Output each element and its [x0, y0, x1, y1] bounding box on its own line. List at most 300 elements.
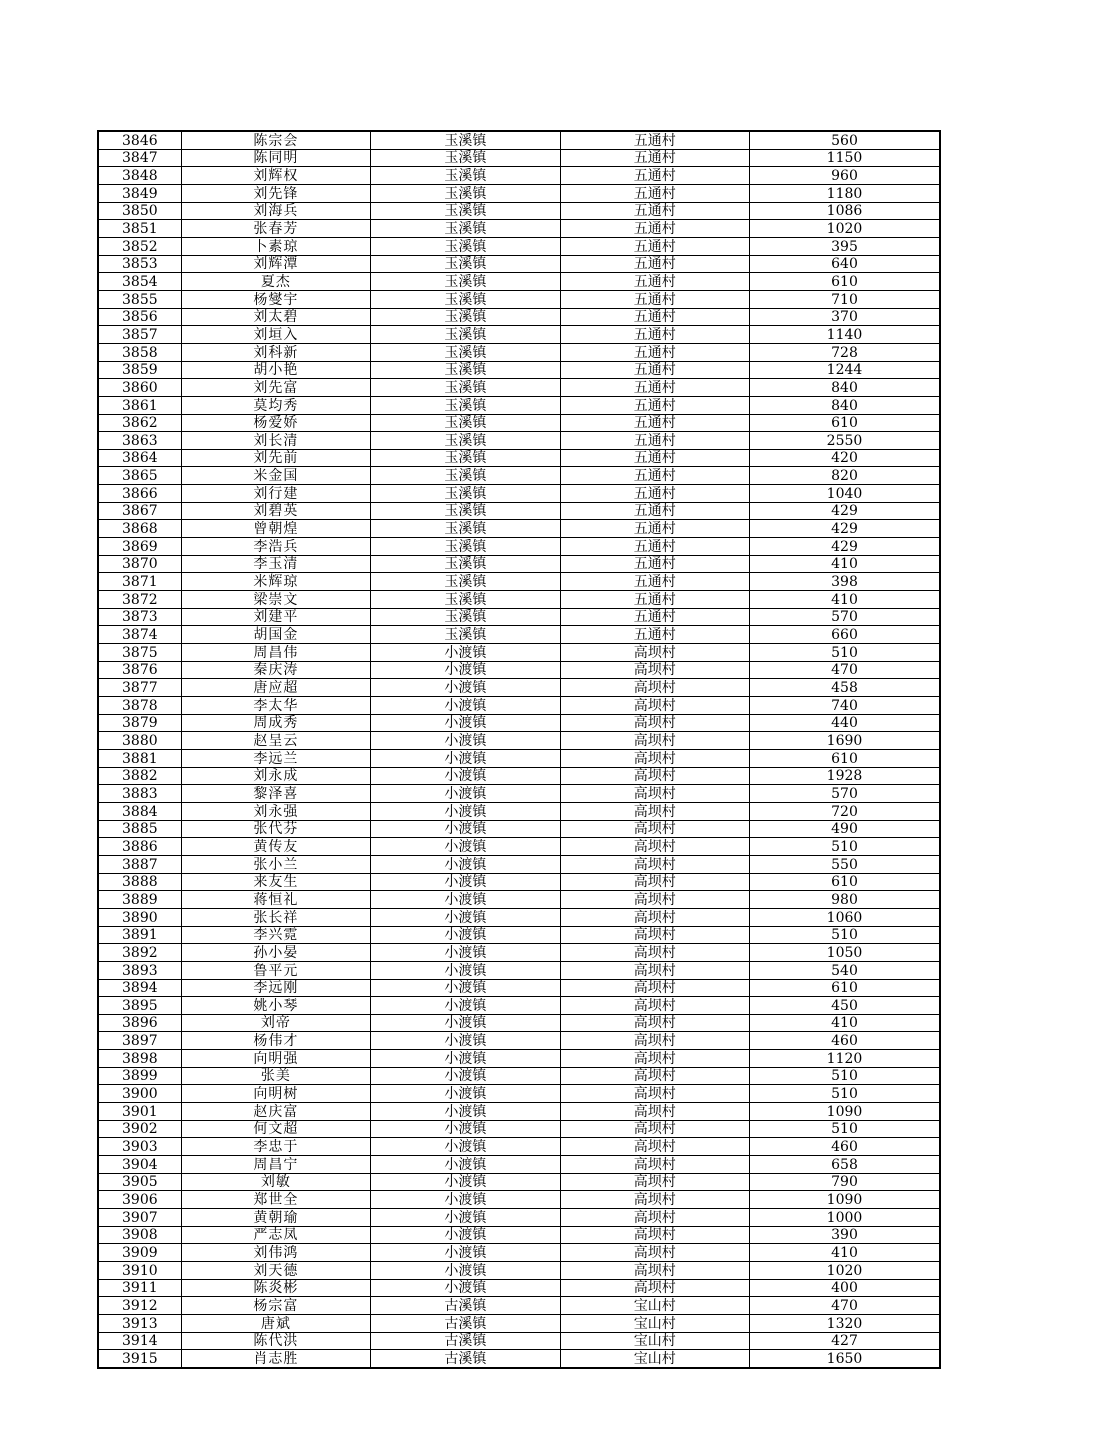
person-name-cell: 杨伟才 [181, 1032, 370, 1050]
table-row [98, 820, 940, 838]
village-cell: 五通村 [560, 255, 749, 273]
table-row [98, 1120, 940, 1138]
table-row [98, 608, 940, 626]
record-number-cell: 3863 [98, 432, 181, 450]
table-row [98, 1226, 940, 1244]
table-row [98, 467, 940, 485]
table-row [98, 838, 940, 856]
person-name-cell: 刘行建 [181, 485, 370, 503]
town-cell: 小渡镇 [371, 661, 560, 679]
village-cell: 五通村 [560, 149, 749, 167]
village-cell: 宝山村 [560, 1332, 749, 1350]
town-cell: 玉溪镇 [371, 538, 560, 556]
table-row [98, 661, 940, 679]
person-name-cell: 曾朝煌 [181, 520, 370, 538]
person-name-cell: 刘先前 [181, 449, 370, 467]
table-row [98, 1138, 940, 1156]
town-cell: 玉溪镇 [371, 485, 560, 503]
record-number-cell: 3862 [98, 414, 181, 432]
records-table [97, 130, 941, 1369]
record-number-cell: 3906 [98, 1191, 181, 1209]
person-name-cell: 莫均秀 [181, 396, 370, 414]
table-row [98, 1085, 940, 1103]
table-row [98, 591, 940, 609]
record-number-cell: 3876 [98, 661, 181, 679]
town-cell: 小渡镇 [371, 855, 560, 873]
village-cell: 高坝村 [560, 997, 749, 1015]
village-cell: 高坝村 [560, 732, 749, 750]
amount-cell: 610 [750, 979, 941, 997]
table-row [98, 1262, 940, 1280]
table-row [98, 873, 940, 891]
person-name-cell: 李远刚 [181, 979, 370, 997]
record-number-cell: 3868 [98, 520, 181, 538]
record-number-cell: 3850 [98, 202, 181, 220]
town-cell: 小渡镇 [371, 1085, 560, 1103]
amount-cell: 710 [750, 290, 941, 308]
village-cell: 高坝村 [560, 1279, 749, 1297]
table-row [98, 1050, 940, 1068]
town-cell: 小渡镇 [371, 785, 560, 803]
town-cell: 小渡镇 [371, 1244, 560, 1262]
person-name-cell: 唐应超 [181, 679, 370, 697]
amount-cell: 720 [750, 802, 941, 820]
record-number-cell: 3879 [98, 714, 181, 732]
record-number-cell: 3899 [98, 1067, 181, 1085]
village-cell: 高坝村 [560, 802, 749, 820]
amount-cell: 1020 [750, 220, 941, 238]
record-number-cell: 3851 [98, 220, 181, 238]
amount-cell: 1690 [750, 732, 941, 750]
town-cell: 小渡镇 [371, 908, 560, 926]
person-name-cell: 来友生 [181, 873, 370, 891]
village-cell: 五通村 [560, 573, 749, 591]
person-name-cell: 刘海兵 [181, 202, 370, 220]
town-cell: 小渡镇 [371, 1138, 560, 1156]
town-cell: 玉溪镇 [371, 502, 560, 520]
town-cell: 玉溪镇 [371, 432, 560, 450]
amount-cell: 510 [750, 1120, 941, 1138]
town-cell: 小渡镇 [371, 1279, 560, 1297]
record-number-cell: 3909 [98, 1244, 181, 1262]
village-cell: 高坝村 [560, 1262, 749, 1280]
amount-cell: 1650 [750, 1350, 941, 1368]
amount-cell: 790 [750, 1173, 941, 1191]
town-cell: 小渡镇 [371, 997, 560, 1015]
amount-cell: 510 [750, 644, 941, 662]
town-cell: 小渡镇 [371, 1262, 560, 1280]
person-name-cell: 黄传友 [181, 838, 370, 856]
table-row [98, 573, 940, 591]
amount-cell: 510 [750, 838, 941, 856]
record-number-cell: 3900 [98, 1085, 181, 1103]
person-name-cell: 米金国 [181, 467, 370, 485]
amount-cell: 960 [750, 167, 941, 185]
amount-cell: 420 [750, 449, 941, 467]
town-cell: 玉溪镇 [371, 520, 560, 538]
village-cell: 高坝村 [560, 749, 749, 767]
village-cell: 五通村 [560, 237, 749, 255]
record-number-cell: 3852 [98, 237, 181, 255]
record-number-cell: 3914 [98, 1332, 181, 1350]
town-cell: 玉溪镇 [371, 167, 560, 185]
town-cell: 小渡镇 [371, 961, 560, 979]
person-name-cell: 黎泽喜 [181, 785, 370, 803]
record-number-cell: 3846 [98, 131, 181, 149]
amount-cell: 1050 [750, 944, 941, 962]
village-cell: 高坝村 [560, 1138, 749, 1156]
table-row [98, 308, 940, 326]
amount-cell: 1090 [750, 1103, 941, 1121]
amount-cell: 570 [750, 608, 941, 626]
town-cell: 玉溪镇 [371, 290, 560, 308]
record-number-cell: 3853 [98, 255, 181, 273]
amount-cell: 395 [750, 237, 941, 255]
town-cell: 小渡镇 [371, 1103, 560, 1121]
person-name-cell: 周昌宁 [181, 1156, 370, 1174]
village-cell: 高坝村 [560, 961, 749, 979]
village-cell: 高坝村 [560, 1032, 749, 1050]
record-number-cell: 3854 [98, 273, 181, 291]
table-row [98, 326, 940, 344]
village-cell: 高坝村 [560, 679, 749, 697]
record-number-cell: 3910 [98, 1262, 181, 1280]
record-number-cell: 3902 [98, 1120, 181, 1138]
town-cell: 小渡镇 [371, 1156, 560, 1174]
town-cell: 小渡镇 [371, 1173, 560, 1191]
record-number-cell: 3907 [98, 1209, 181, 1227]
village-cell: 高坝村 [560, 1014, 749, 1032]
table-row [98, 749, 940, 767]
record-number-cell: 3873 [98, 608, 181, 626]
village-cell: 宝山村 [560, 1350, 749, 1368]
record-number-cell: 3872 [98, 591, 181, 609]
person-name-cell: 刘辉权 [181, 167, 370, 185]
village-cell: 高坝村 [560, 926, 749, 944]
amount-cell: 840 [750, 379, 941, 397]
amount-cell: 640 [750, 255, 941, 273]
record-number-cell: 3915 [98, 1350, 181, 1368]
village-cell: 宝山村 [560, 1297, 749, 1315]
table-row [98, 891, 940, 909]
person-name-cell: 胡国金 [181, 626, 370, 644]
amount-cell: 1090 [750, 1191, 941, 1209]
table-row [98, 255, 940, 273]
town-cell: 玉溪镇 [371, 308, 560, 326]
town-cell: 玉溪镇 [371, 573, 560, 591]
person-name-cell: 刘科新 [181, 343, 370, 361]
table-row [98, 1067, 940, 1085]
amount-cell: 410 [750, 591, 941, 609]
town-cell: 小渡镇 [371, 802, 560, 820]
town-cell: 小渡镇 [371, 679, 560, 697]
village-cell: 高坝村 [560, 891, 749, 909]
town-cell: 小渡镇 [371, 979, 560, 997]
amount-cell: 510 [750, 1085, 941, 1103]
table-row [98, 979, 940, 997]
village-cell: 五通村 [560, 167, 749, 185]
village-cell: 五通村 [560, 591, 749, 609]
town-cell: 小渡镇 [371, 1209, 560, 1227]
person-name-cell: 夏杰 [181, 273, 370, 291]
person-name-cell: 陈炎彬 [181, 1279, 370, 1297]
person-name-cell: 赵呈云 [181, 732, 370, 750]
person-name-cell: 张代芬 [181, 820, 370, 838]
table-row [98, 290, 940, 308]
table-row [98, 1209, 940, 1227]
record-number-cell: 3890 [98, 908, 181, 926]
person-name-cell: 胡小艳 [181, 361, 370, 379]
table-row [98, 802, 940, 820]
amount-cell: 470 [750, 661, 941, 679]
town-cell: 小渡镇 [371, 838, 560, 856]
amount-cell: 370 [750, 308, 941, 326]
person-name-cell: 刘永强 [181, 802, 370, 820]
village-cell: 五通村 [560, 131, 749, 149]
town-cell: 玉溪镇 [371, 414, 560, 432]
table-row [98, 273, 940, 291]
table-row [98, 520, 940, 538]
person-name-cell: 刘伟鸿 [181, 1244, 370, 1262]
record-number-cell: 3911 [98, 1279, 181, 1297]
record-number-cell: 3895 [98, 997, 181, 1015]
town-cell: 小渡镇 [371, 820, 560, 838]
town-cell: 玉溪镇 [371, 343, 560, 361]
record-number-cell: 3897 [98, 1032, 181, 1050]
town-cell: 玉溪镇 [371, 361, 560, 379]
person-name-cell: 刘太碧 [181, 308, 370, 326]
amount-cell: 398 [750, 573, 941, 591]
person-name-cell: 唐斌 [181, 1314, 370, 1332]
amount-cell: 410 [750, 1244, 941, 1262]
town-cell: 玉溪镇 [371, 379, 560, 397]
record-number-cell: 3912 [98, 1297, 181, 1315]
person-name-cell: 李玉清 [181, 555, 370, 573]
amount-cell: 980 [750, 891, 941, 909]
record-number-cell: 3913 [98, 1314, 181, 1332]
person-name-cell: 陈同明 [181, 149, 370, 167]
person-name-cell: 张小兰 [181, 855, 370, 873]
amount-cell: 1086 [750, 202, 941, 220]
amount-cell: 820 [750, 467, 941, 485]
record-number-cell: 3891 [98, 926, 181, 944]
amount-cell: 429 [750, 502, 941, 520]
person-name-cell: 姚小琴 [181, 997, 370, 1015]
record-number-cell: 3859 [98, 361, 181, 379]
amount-cell: 510 [750, 1067, 941, 1085]
person-name-cell: 张春芳 [181, 220, 370, 238]
amount-cell: 510 [750, 926, 941, 944]
table-row [98, 184, 940, 202]
village-cell: 五通村 [560, 202, 749, 220]
record-number-cell: 3865 [98, 467, 181, 485]
town-cell: 小渡镇 [371, 1226, 560, 1244]
town-cell: 玉溪镇 [371, 237, 560, 255]
amount-cell: 1120 [750, 1050, 941, 1068]
amount-cell: 1020 [750, 1262, 941, 1280]
town-cell: 玉溪镇 [371, 626, 560, 644]
person-name-cell: 刘永成 [181, 767, 370, 785]
table-row [98, 1244, 940, 1262]
village-cell: 五通村 [560, 220, 749, 238]
person-name-cell: 孙小晏 [181, 944, 370, 962]
record-number-cell: 3882 [98, 767, 181, 785]
village-cell: 高坝村 [560, 944, 749, 962]
village-cell: 五通村 [560, 414, 749, 432]
town-cell: 小渡镇 [371, 891, 560, 909]
table-row [98, 220, 940, 238]
village-cell: 五通村 [560, 396, 749, 414]
village-cell: 高坝村 [560, 714, 749, 732]
amount-cell: 1320 [750, 1314, 941, 1332]
table-row [98, 1314, 940, 1332]
record-number-cell: 3893 [98, 961, 181, 979]
person-name-cell: 杨宗富 [181, 1297, 370, 1315]
table-row [98, 1014, 940, 1032]
record-number-cell: 3896 [98, 1014, 181, 1032]
town-cell: 玉溪镇 [371, 184, 560, 202]
person-name-cell: 张美 [181, 1067, 370, 1085]
table-row [98, 432, 940, 450]
amount-cell: 1060 [750, 908, 941, 926]
amount-cell: 1000 [750, 1209, 941, 1227]
town-cell: 小渡镇 [371, 944, 560, 962]
village-cell: 高坝村 [560, 1156, 749, 1174]
table-row [98, 1032, 940, 1050]
record-number-cell: 3877 [98, 679, 181, 697]
village-cell: 五通村 [560, 626, 749, 644]
amount-cell: 540 [750, 961, 941, 979]
town-cell: 玉溪镇 [371, 396, 560, 414]
village-cell: 五通村 [560, 326, 749, 344]
amount-cell: 1244 [750, 361, 941, 379]
table-row [98, 1103, 940, 1121]
village-cell: 高坝村 [560, 644, 749, 662]
table-row [98, 538, 940, 556]
amount-cell: 728 [750, 343, 941, 361]
table-row [98, 414, 940, 432]
record-number-cell: 3904 [98, 1156, 181, 1174]
record-number-cell: 3858 [98, 343, 181, 361]
village-cell: 五通村 [560, 502, 749, 520]
village-cell: 高坝村 [560, 855, 749, 873]
town-cell: 古溪镇 [371, 1332, 560, 1350]
amount-cell: 610 [750, 749, 941, 767]
village-cell: 宝山村 [560, 1314, 749, 1332]
village-cell: 五通村 [560, 467, 749, 485]
record-number-cell: 3874 [98, 626, 181, 644]
table-row [98, 167, 940, 185]
table-row [98, 449, 940, 467]
town-cell: 玉溪镇 [371, 449, 560, 467]
record-number-cell: 3855 [98, 290, 181, 308]
record-number-cell: 3849 [98, 184, 181, 202]
person-name-cell: 黄朝瑜 [181, 1209, 370, 1227]
record-number-cell: 3905 [98, 1173, 181, 1191]
town-cell: 小渡镇 [371, 873, 560, 891]
person-name-cell: 杨燮宇 [181, 290, 370, 308]
person-name-cell: 刘先锋 [181, 184, 370, 202]
town-cell: 玉溪镇 [371, 467, 560, 485]
table-row [98, 1279, 940, 1297]
amount-cell: 490 [750, 820, 941, 838]
table-row [98, 361, 940, 379]
amount-cell: 440 [750, 714, 941, 732]
person-name-cell: 刘长清 [181, 432, 370, 450]
table-row [98, 1191, 940, 1209]
village-cell: 五通村 [560, 343, 749, 361]
amount-cell: 840 [750, 396, 941, 414]
village-cell: 五通村 [560, 273, 749, 291]
person-name-cell: 刘垣入 [181, 326, 370, 344]
table-row [98, 732, 940, 750]
table-row [98, 202, 940, 220]
person-name-cell: 严志凤 [181, 1226, 370, 1244]
record-number-cell: 3880 [98, 732, 181, 750]
village-cell: 高坝村 [560, 1050, 749, 1068]
record-number-cell: 3875 [98, 644, 181, 662]
person-name-cell: 米辉琼 [181, 573, 370, 591]
amount-cell: 410 [750, 555, 941, 573]
table-row [98, 379, 940, 397]
person-name-cell: 李远兰 [181, 749, 370, 767]
person-name-cell: 郑世全 [181, 1191, 370, 1209]
record-number-cell: 3901 [98, 1103, 181, 1121]
village-cell: 高坝村 [560, 785, 749, 803]
village-cell: 五通村 [560, 485, 749, 503]
village-cell: 高坝村 [560, 767, 749, 785]
record-number-cell: 3886 [98, 838, 181, 856]
person-name-cell: 张长祥 [181, 908, 370, 926]
person-name-cell: 何文超 [181, 1120, 370, 1138]
town-cell: 小渡镇 [371, 926, 560, 944]
amount-cell: 1928 [750, 767, 941, 785]
record-number-cell: 3866 [98, 485, 181, 503]
table-row [98, 396, 940, 414]
table-row [98, 785, 940, 803]
town-cell: 玉溪镇 [371, 220, 560, 238]
town-cell: 小渡镇 [371, 767, 560, 785]
village-cell: 五通村 [560, 608, 749, 626]
person-name-cell: 鲁平元 [181, 961, 370, 979]
village-cell: 五通村 [560, 308, 749, 326]
person-name-cell: 李兴霓 [181, 926, 370, 944]
table-row [98, 997, 940, 1015]
amount-cell: 429 [750, 520, 941, 538]
person-name-cell: 李忠于 [181, 1138, 370, 1156]
record-number-cell: 3883 [98, 785, 181, 803]
table-row [98, 343, 940, 361]
person-name-cell: 周成秀 [181, 714, 370, 732]
person-name-cell: 卜素琼 [181, 237, 370, 255]
table-row [98, 944, 940, 962]
table-row [98, 1173, 940, 1191]
person-name-cell: 刘建平 [181, 608, 370, 626]
table-row [98, 926, 940, 944]
amount-cell: 658 [750, 1156, 941, 1174]
person-name-cell: 李浩兵 [181, 538, 370, 556]
table-row [98, 1332, 940, 1350]
village-cell: 高坝村 [560, 908, 749, 926]
amount-cell: 460 [750, 1032, 941, 1050]
record-number-cell: 3856 [98, 308, 181, 326]
amount-cell: 470 [750, 1297, 941, 1315]
town-cell: 玉溪镇 [371, 591, 560, 609]
village-cell: 五通村 [560, 520, 749, 538]
town-cell: 玉溪镇 [371, 202, 560, 220]
person-name-cell: 赵庆富 [181, 1103, 370, 1121]
town-cell: 小渡镇 [371, 1050, 560, 1068]
